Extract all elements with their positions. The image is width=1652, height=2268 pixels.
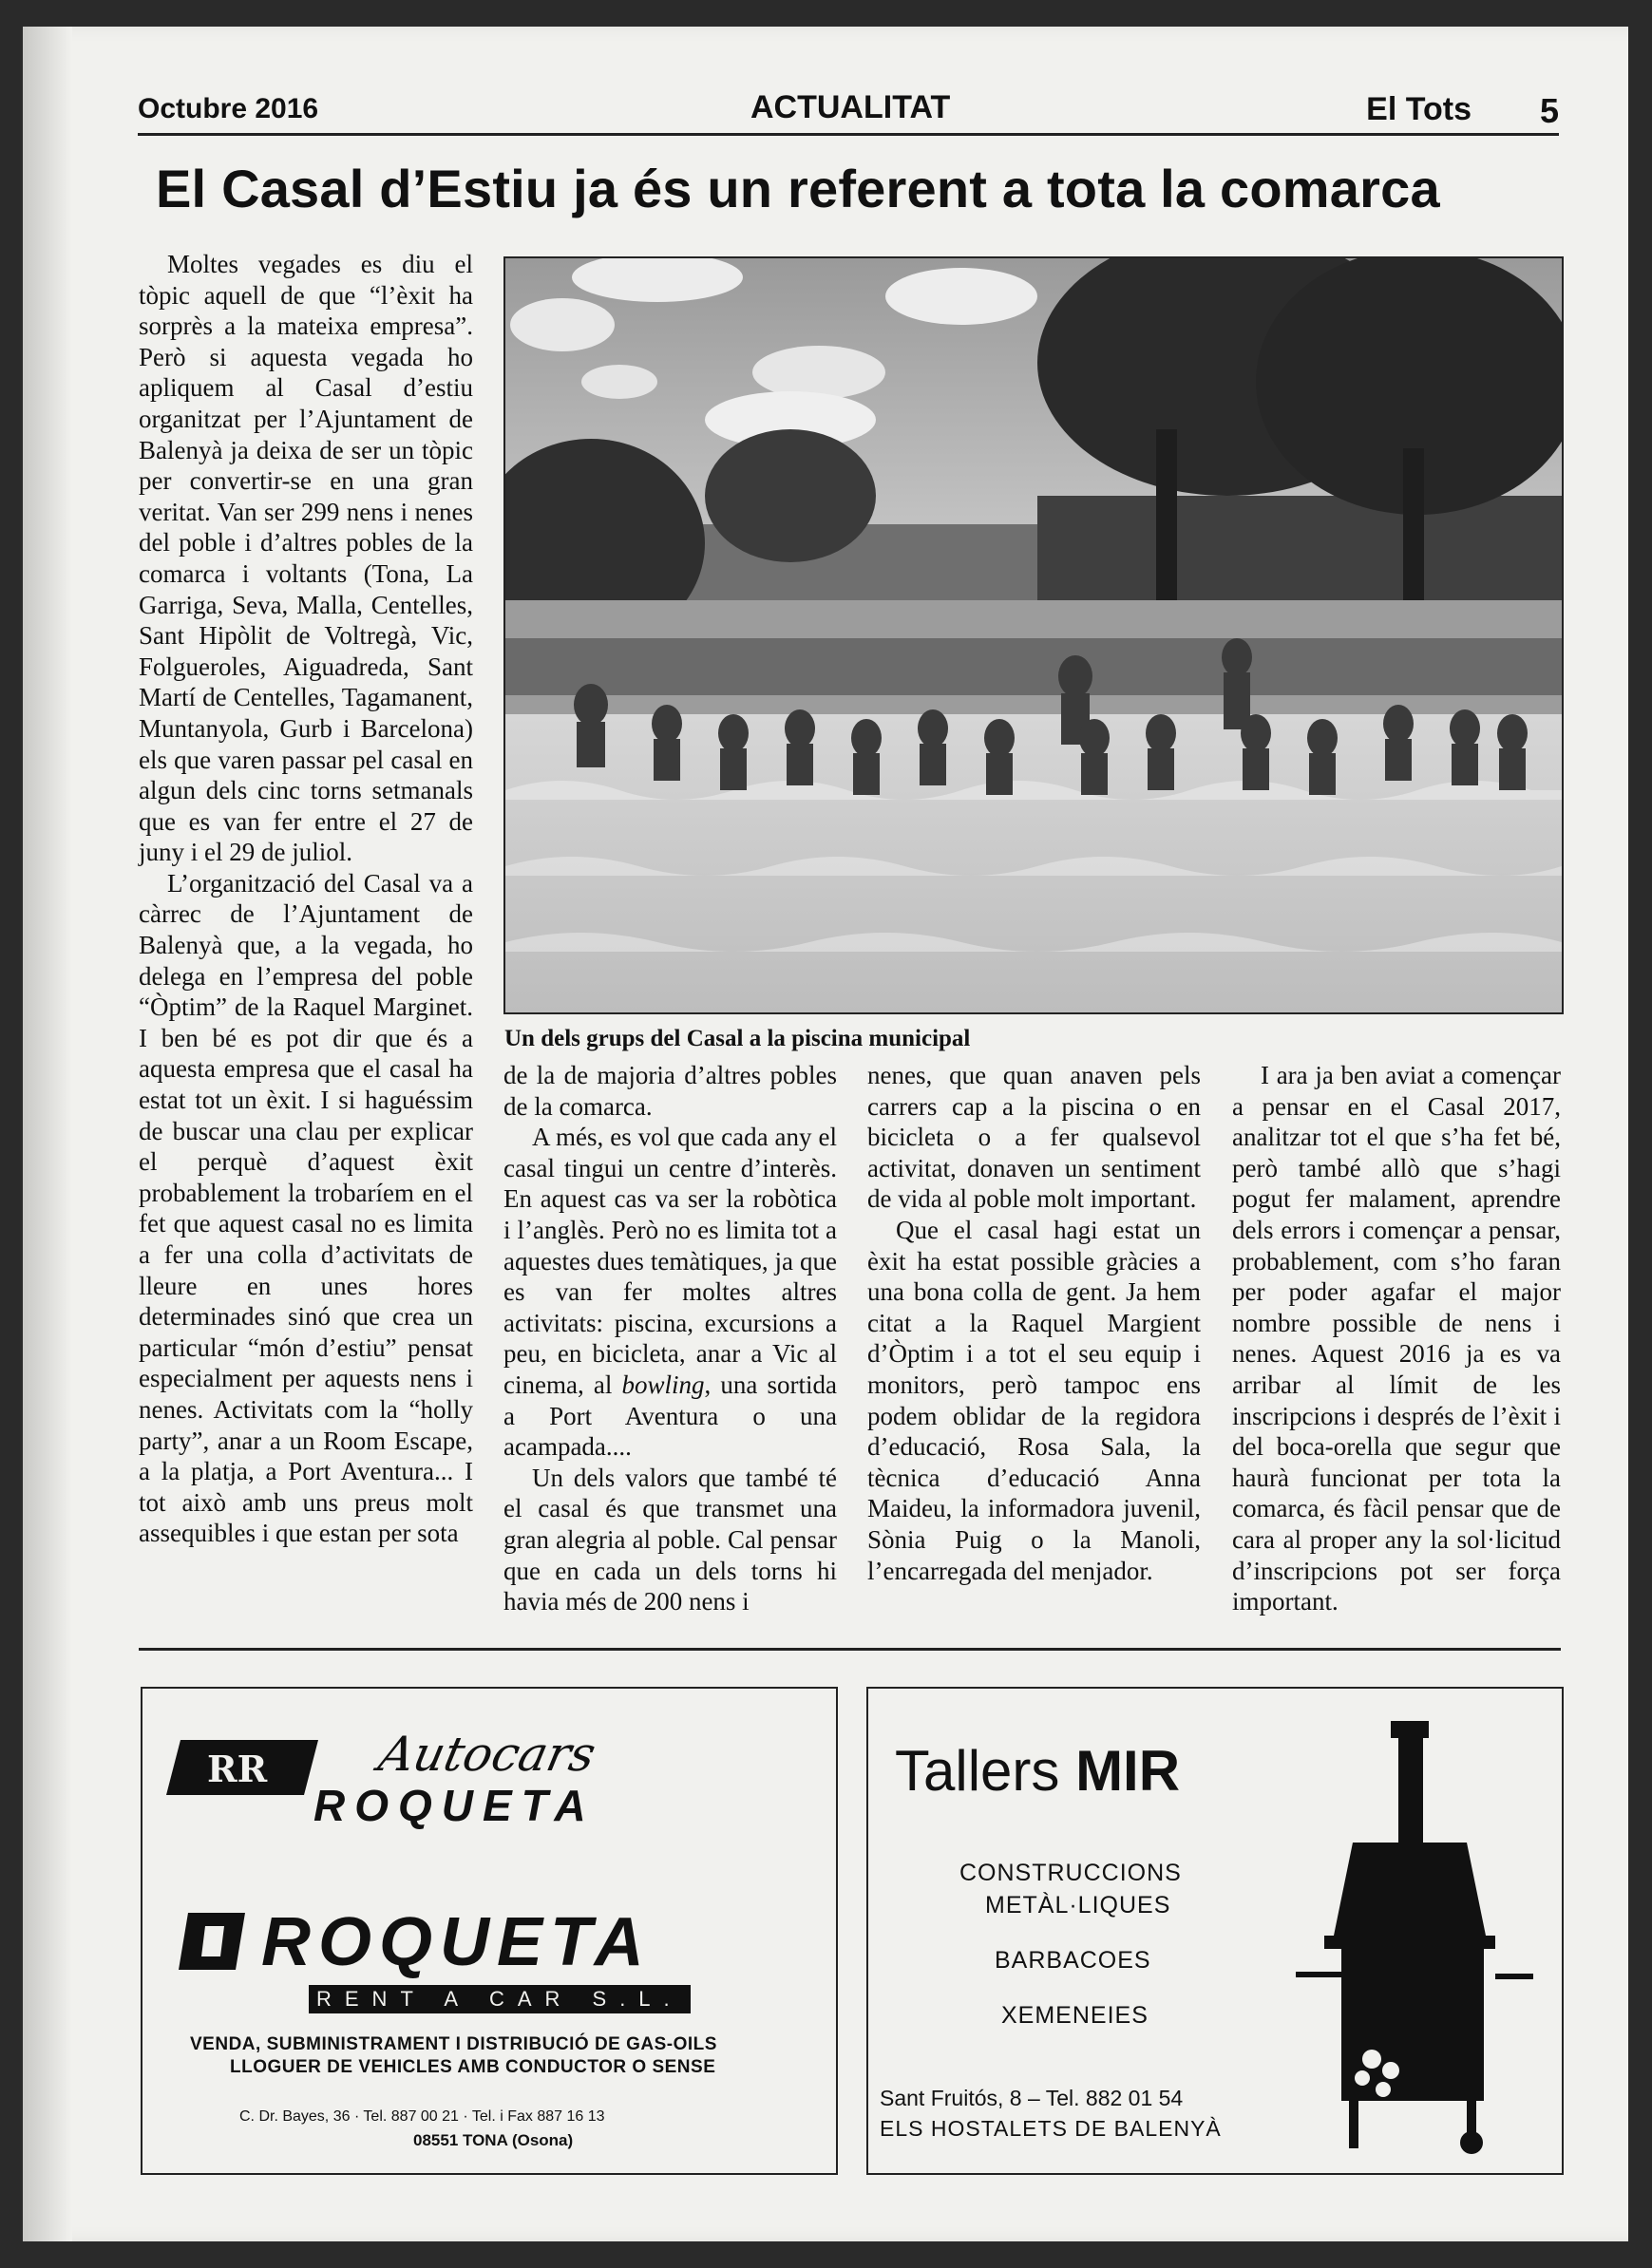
paragraph: L’organització del Casal va a càrrec de l’Ajuntament de Balenyà que, a la vegada, ho delega en l’empresa del poble “Òptim” de la Raquel Marginet. I ben bé es pot dir que és a aquesta empresa que el casal ha estat tot un èxit. I si haguéssim de buscar una clau per explicar el perquè d’aquest èxit probablement la trobaríem en el fet que aquest casal no es limita a fer una colla d’activitats de lleure en unes hores determinades sinó que crea un particular “món d’estiu” pensat especialment per aquests nens i nenes. Activitats com la “holly party”, anar a un Room Escape, a la platja, a Port Aventura... I tot això amb uns preus molt assequibles i que estan per sota [139, 868, 473, 1548]
ad-service-line: METÀL·LIQUES [985, 1892, 1171, 1918]
article-photo [503, 256, 1564, 1014]
publication-name: El Tots [1366, 91, 1472, 127]
ad-tallers-mir [866, 1687, 1564, 2175]
ad-service-line: LLOGUER DE VEHICLES AMB CONDUCTOR O SENSE [230, 2057, 716, 2077]
page-header [138, 87, 1559, 136]
mir-title-light: Tallers [895, 1739, 1076, 1803]
paragraph [503, 1122, 837, 1463]
autocars-script: Autocars [373, 1727, 601, 1782]
emphasis-text: bowling [621, 1370, 705, 1399]
paragraph: de la de majoria d’altres pobles de la comarca. [503, 1061, 837, 1121]
article-headline: El Casal d’Estiu ja és un referent a tota la comarca [156, 159, 1440, 218]
article-column-2 [503, 1060, 837, 1617]
ad-service-line: CONSTRUCCIONS [959, 1860, 1182, 1886]
logo-letters: RR [207, 1748, 268, 1790]
roqueta-name-big: ROQUETA [261, 1904, 652, 1980]
barbecue-icon [1296, 1717, 1543, 2154]
paragraph: I ara ja ben aviat a començar a pensar en el Casal 2017, analitzar tot el que s’ha fet bé, però també allò que s’hagi pogut fer malament, aprendre dels errors i començar a pensar, probablement, com s’ho faran per poder agafar el major nombre possible de nens i nenes. Aquest 2016 ja es va arribar al límit de les inscripcions i després de l’èxit i del boca-orella que segur que haurà funcionat per tota la comarca, és fàcil pensar que de cara al proper any la sol·licitud d’inscripcions pot ser força important. [1232, 1061, 1561, 1616]
pool-group-photo [505, 258, 1562, 1012]
ad-address: Sant Fruitós, 8 – Tel. 882 01 54 [880, 2086, 1184, 2110]
roqueta-name-small: ROQUETA [313, 1781, 596, 1830]
roqueta-logo-icon [161, 1734, 323, 1801]
article-column-4 [1232, 1060, 1561, 1617]
mir-title [895, 1738, 1180, 1804]
ad-town: 08551 TONA (Osona) [413, 2131, 574, 2149]
mir-title-bold: MIR [1075, 1739, 1181, 1803]
photo-caption: Un dels grups del Casal a la piscina municipal [504, 1026, 971, 1051]
ad-service-line: VENDA, SUBMINISTRAMENT I DISTRIBUCIÓ DE GAS-OILS [190, 2034, 717, 2054]
ad-autocars-roqueta [141, 1687, 838, 2175]
page-spine-shadow [23, 27, 72, 2241]
issue-date: Octubre 2016 [138, 93, 319, 124]
paragraph: Que el casal hagi estat un èxit ha estat possible gràcies a una bona colla de gent. Ja hem citat a la Raquel Margient d’Òptim i a tot el seu equip i monitors, però tampoc ens podem oblidar de la regidora d’educació, Rosa Sala, la tècnica d’educació Anna Maideu, la informadora juvenil, Sònia Puig o la Manoli, l’encarregada del menjador. [867, 1215, 1201, 1585]
paragraph-text: , una sortida a Port Aventura o una acampada.... [503, 1370, 837, 1462]
paragraph-text: A més, es vol que cada any el casal tingui un centre d’interès. En aquest cas va ser la robòtica i l’anglès. Però no es limita tot a aquestes dues temàtiques, ja que es van fer moltes altres activitats: piscina, excursions a peu, en bicicleta, anar a Vic al cinema, al [503, 1123, 837, 1399]
ad-service-line: XEMENEIES [1001, 2002, 1149, 2029]
paragraph: Moltes vegades es diu el tòpic aquell de que “l’èxit ha sorprès a la mateixa empresa”. Però si aquesta vegada ho apliquem al Casal d’estiu organitzat per l’Ajuntament de Balenyà ja deixa de ser un tòpic per convertir-se en una gran veritat. Van ser 299 nens i nenes del poble i d’altres pobles de la comarca i voltants (Tona, La Garriga, Seva, Malla, Centelles, Sant Hipòlit de Voltregà, Vic, Folgueroles, Aiguadreda, Sant Martí de Centelles, Tagamanent, Muntanyola, Gurb i Barcelona) els que varen passar pel casal en algun dels cinc torns setmanals que es van fer entre el 27 de juny i el 29 de juliol. [139, 250, 473, 867]
article-column-1 [139, 249, 473, 1549]
ad-address: C. Dr. Bayes, 36 · Tel. 887 00 21 · Tel. i Fax 887 16 13 [239, 2108, 605, 2125]
newspaper-page [23, 27, 1628, 2241]
paragraph: nenes, que quan anaven pels carrers cap a la piscina o en bicicleta o a fer qualsevol activitat, donaven un sentiment de vida al poble molt important. [867, 1061, 1201, 1214]
rent-a-car-banner: RENT A CAR S.L. [309, 1985, 691, 2013]
paragraph: Un dels valors que també té el casal és que transmet una gran alegria al poble. Cal pensar que en cada un dels torns hi havia més de 200 nens i [503, 1463, 837, 1616]
ad-service-line: BARBACOES [995, 1947, 1151, 1974]
ad-town: ELS HOSTALETS DE BALENYÀ [880, 2116, 1222, 2141]
roqueta-emblem-icon [179, 1903, 255, 1979]
page-number: 5 [1539, 91, 1559, 130]
ads-divider [139, 1648, 1561, 1651]
section-title: ACTUALITAT [750, 89, 951, 125]
article-column-3 [867, 1060, 1201, 1586]
